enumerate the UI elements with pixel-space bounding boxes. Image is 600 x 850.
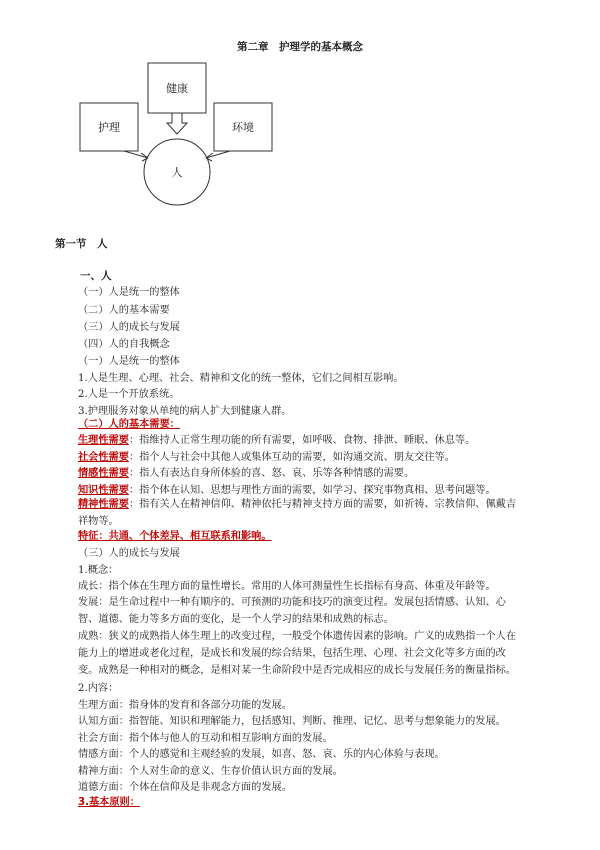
person-label: 人 xyxy=(171,166,183,179)
concept-title: 1.概念： xyxy=(78,565,119,576)
fazhan-text: 发展：是生命过程中一种有顺序的、可预测的功能和技巧的演变过程。发展包括情感、认知、心智、道德、能力等多方面的变化，是一个人学习的结果和成熟的标志。 xyxy=(78,597,506,625)
need-label: 情感性需要 xyxy=(78,468,129,479)
need-item: 生理性需要：指维持人正常生理功能的所有需要，如呼吸、食物、排泄、睡眠、休息等。 xyxy=(78,435,476,446)
point-item: 1.人是生理、心理、社会、精神和文化的统一整体，它们之间相互影响。 xyxy=(78,373,404,384)
section-title: 第一节 人 xyxy=(55,238,108,250)
content-item: 生理方面：指身体的发育和各部分功能的发展。 xyxy=(78,700,292,711)
need-item: 情感性需要：指人有表达自身所体验的喜、怒、哀、乐等各种情感的需要。 xyxy=(78,468,415,479)
needs-feature: 特征：共通、个体差异、相互联系和影响。 xyxy=(78,531,272,542)
nursing-label: 护理 xyxy=(98,121,120,134)
chengzhang-text: 成长：指个体在生理方面的量性增长。常用的人体可测量性生长指标有身高、体重及年龄等。 xyxy=(78,581,496,592)
need-item: 社会性需要：指个人与社会中其他人或集体互动的需要，如沟通交流、朋友交往等。 xyxy=(78,452,455,463)
point-item: 2.人是一个开放系统。 xyxy=(78,389,180,400)
content-item: 认知方面：指智能、知识和理解能力，包括感知、判断、推理、记忆、思考与想象能力的发展。 xyxy=(78,716,506,727)
content-item: 道德方面：个体在信仰及是非观念方面的发展。 xyxy=(78,782,292,793)
content-item: 社会方面：指个体与他人的互动和相互影响方面的发展。 xyxy=(78,733,333,744)
content-item: 情感方面：个人的感觉和主观经验的发展，如喜、怒、哀、乐的内心体验与表现。 xyxy=(78,749,445,760)
arrow-environment-to-person xyxy=(206,151,230,158)
sub1-title: （一）人是统一的整体 xyxy=(78,356,180,367)
needs-title: （二）人的基本需要： xyxy=(78,419,180,430)
chengshu-text: 成熟：狭义的成熟指人体生理上的改变过程，一般受个体遗传因素的影响。广义的成熟指一个人在能力上的增进或老化过程，是成长和发展的综合结果，包括生理、心理、社会文化等多方面的改变。成熟是一种相对的概念，是相对某一生命阶段中是否完成相应的成长与发展任务的衡量指标。 xyxy=(78,631,517,676)
outline-item: （二）人的基本需要 xyxy=(78,305,170,316)
content-item: 精神方面：个人对生命的意义、生存价值认识方面的发展。 xyxy=(78,766,343,777)
outline-item: （一）人是统一的整体 xyxy=(78,287,180,298)
need-label: 生理性需要 xyxy=(78,435,129,446)
health-label: 健康 xyxy=(166,82,188,95)
chapter-title: 第二章 护理学的基本概念 xyxy=(237,41,363,53)
need-label: 精神性需要 xyxy=(78,499,129,510)
outline-item: （四）人的自我概念 xyxy=(78,339,170,350)
growth-title: （三）人的成长与发展 xyxy=(78,548,180,559)
content-title: 2.内容： xyxy=(78,683,119,694)
need-item: 知识性需要：指个体在认知、思想与理性方面的需要，如学习、探究事物真相、思考问题等。 xyxy=(78,485,496,496)
part1-heading: 一、人 xyxy=(80,270,112,282)
arrow-nursing-to-person xyxy=(124,151,148,158)
arrow-health-to-person xyxy=(167,113,187,134)
need-item: 精神性需要：指有关人在精神信仰、精神依托与精神支持方面的需要，如祈祷、宗教信仰、佩戴吉祥物等。 xyxy=(78,499,517,527)
need-label: 社会性需要 xyxy=(78,452,129,463)
outline-item: （三）人的成长与发展 xyxy=(78,322,180,333)
principle-title: 3.基本原则： xyxy=(78,797,140,808)
environment-label: 环境 xyxy=(232,121,254,134)
point-item: 3.护理服务对象从单纯的病人扩大到健康人群。 xyxy=(78,406,292,417)
need-label: 知识性需要 xyxy=(78,485,129,496)
concept-diagram xyxy=(0,0,600,230)
